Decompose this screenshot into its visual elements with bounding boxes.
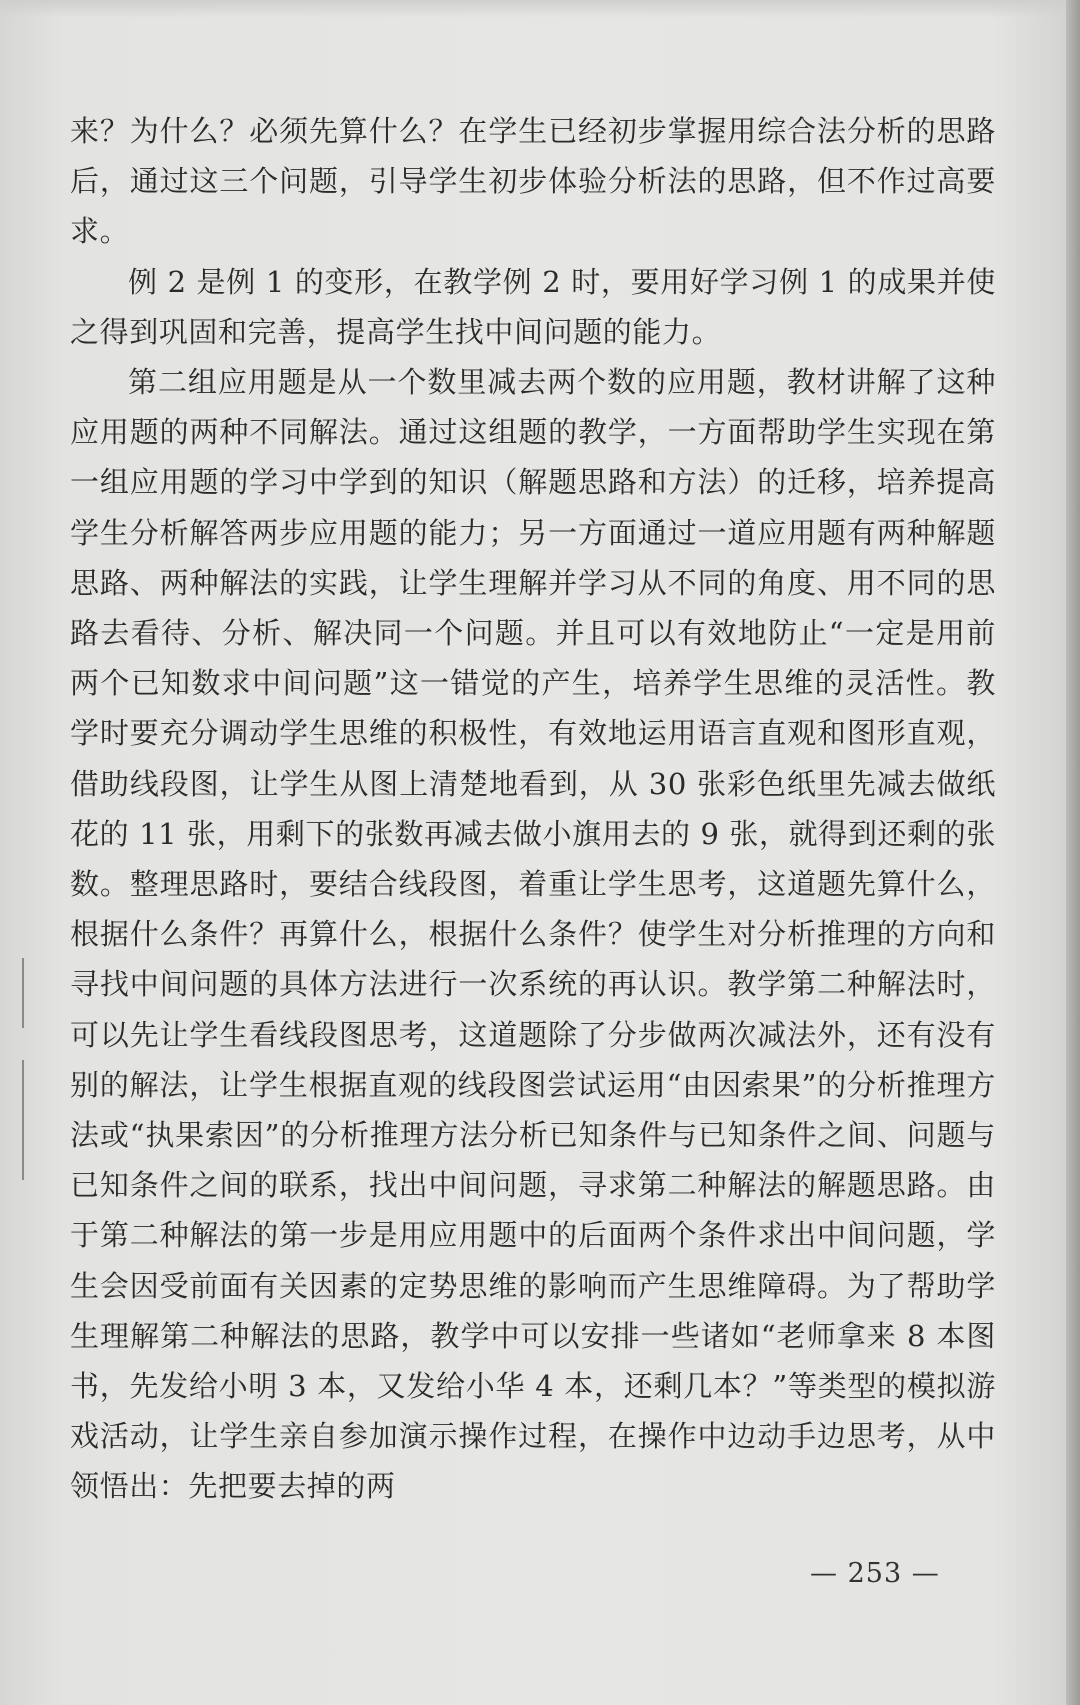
page-number: — 253 — [810, 1558, 940, 1589]
paragraph-3: 第二组应用题是从一个数里减去两个数的应用题，教材讲解了这种应用题的两种不同解法。通过这组题的教学，一方面帮助学生实现在第一组应用题的学习中学到的知识（解题思路和方法）的迁移，培养提高学生分析解答两步应用题的能力；另一方面通过一道应用题有两种解题思路、两种解法的实践，让学生理解并学习从不同的角度、用不同的思路去看待、分析、解决同一个问题。并且可以有效地防止“一定是用前两个已知数求中间问题”这一错觉的产生，培养学生思维的灵活性。教学时要充分调动学生思维的积极性，有效地运用语言直观和图形直观，借助线段图，让学生从图上清楚地看到，从 30 张彩色纸里先减去做纸花的 11 张，用剩下的张数再减去做小旗用去的 9 张，就得到还剩的张数。整理思路时，要结合线段图，着重让学生思考，这道题先算什么，根据什么条件？再算什么，根据什么条件？使学生对分析推理的方向和寻找中间问题的具体方法进行一次系统的再认识。教学第二种解法时，可以先让学生看线段图思考，这道题除了分步做两次减法外，还有没有别的解法，让学生根据直观的线段图尝试运用“由因索果”的分析推理方法或“执果索因”的分析推理方法分析已知条件与已知条件之间、问题与已知条件之间的联系，找出中间问题，寻求第二种解法的解题思路。由于第二种解法的第一步是用应用题中的后面两个条件求出中间问题，学生会因受前面有关因素的定势思维的影响而产生思维障碍。为了帮助学生理解第二种解法的思路，教学中可以安排一些诸如“老师拿来 8 本图书，先发给小明 3 本，又发给小华 4 本，还剩几本？”等类型的模拟游戏活动，让学生亲自参加演示操作过程，在操作中边动手边思考，从中领悟出：先把要去掉的两 [70, 365, 996, 1504]
paragraph-2: 例 2 是例 1 的变形，在教学例 2 时，要用好学习例 1 的成果并使之得到巩固和完善，提高学生找中间问题的能力。 [70, 264, 996, 349]
paragraph-1: 来？为什么？必须先算什么？在学生已经初步掌握用综合法分析的思路后，通过这三个问题，引导学生初步体验分析法的思路，但不作过高要求。 [70, 114, 996, 249]
page-right-shadow [1066, 0, 1080, 1705]
margin-mark [22, 1060, 24, 1180]
page-top-shadow [0, 0, 1080, 18]
margin-mark [22, 958, 24, 1028]
body-text [70, 106, 996, 1512]
